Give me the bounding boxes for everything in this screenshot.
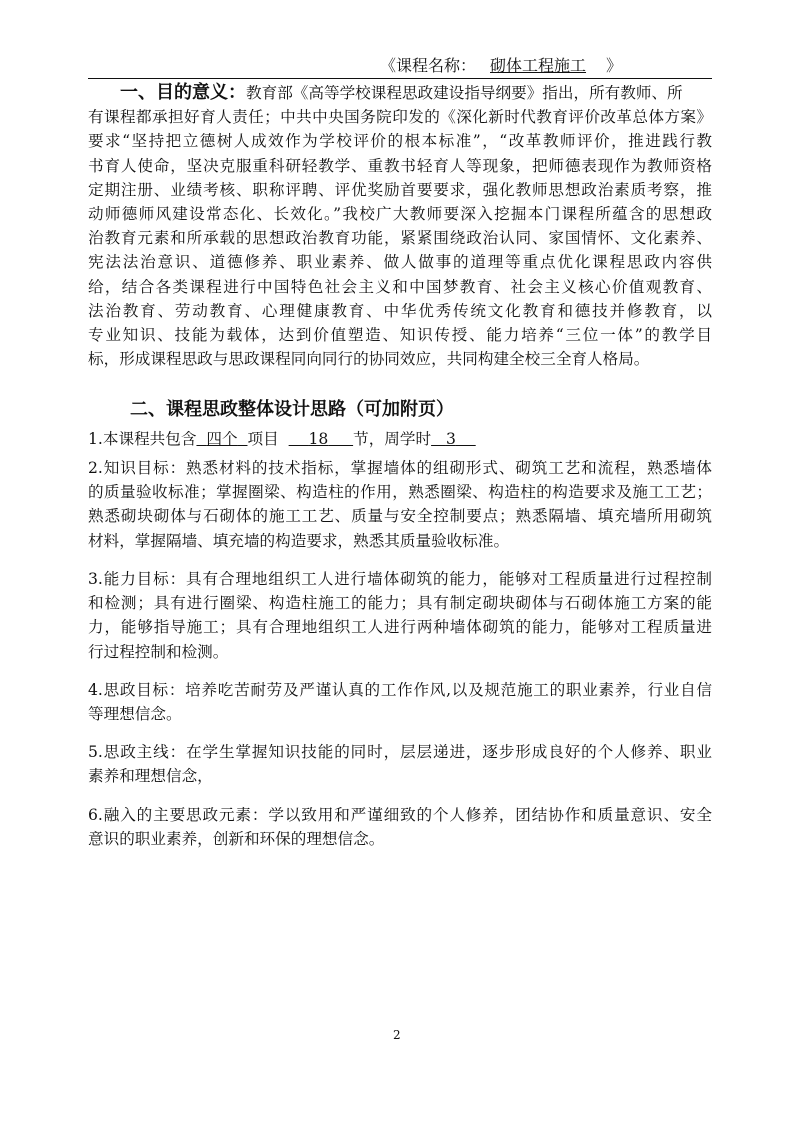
item1-weekly-label: 节，周学时: [353, 430, 432, 448]
paragraph-line: 给，结合各类课程进行中国特色社会主义和中国梦教育、社会主义核心价值观教育、: [88, 277, 712, 296]
paragraph-line: 书育人使命，坚决克服重科研轻教学、重教书轻育人等现象，把师德表现作为教师资格: [88, 156, 712, 175]
section-design-heading: 二、课程思政整体设计思路（可加附页）: [130, 399, 454, 420]
paragraph-line: 治教育元素和所承载的思想政治教育功能，紧紧围绕政治认同、家国情怀、文化素养、: [88, 229, 712, 248]
item1-project-label: 项目: [247, 430, 279, 448]
paragraph-line: 和检测；具有进行圈梁、构造柱施工的能力；具有制定砌块砌体与石砌体施工方案的能: [88, 594, 712, 613]
paragraph-line: 力，能够指导施工；具有合理地组织工人进行两种墙体砌筑的能力，能够对工程质量进: [88, 618, 712, 637]
section-purpose-heading: 一、目的意义：: [120, 82, 246, 103]
paragraph-line: 行过程控制和检测。: [88, 642, 229, 661]
paragraph-line: 的质量验收标准；掌握圈梁、构造柱的作用，熟悉圈梁、构造柱的构造要求及施工工艺；: [88, 483, 712, 502]
paragraph-line: 6.融入的主要思政元素：学以致用和严谨细致的个人修养，团结协作和质量意识、安全: [88, 806, 712, 824]
header-rule: [88, 78, 712, 79]
paragraph-line: 法治教育、劳动教育、心理健康教育、中华优秀传统文化教育和德技并修教育，以: [88, 301, 712, 320]
paragraph-line: 熟悉砌块砌体与石砌体的施工工艺、质量与安全控制要点；熟悉隔墙、填充墙所用砌筑: [88, 507, 712, 526]
design-item: [88, 456, 712, 553]
paragraph-line: 材料，掌握隔墙、填充墙的构造要求，熟悉其质量验收标准。: [88, 531, 510, 550]
course-name-header: [380, 53, 622, 76]
paragraph-line: 2.知识目标：熟悉材料的技术指标，掌握墙体的组砌形式、砌筑工艺和流程，熟悉墙体: [88, 459, 712, 477]
paragraph-line: 素养和理想信念，: [88, 767, 213, 786]
paragraph-line: 要求“坚持把立德树人成效作为学校评价的根本标准”，“改革教师评价，推进践行教: [88, 132, 712, 151]
paragraph-line: 等理想信念。: [88, 705, 182, 724]
design-item: [88, 567, 712, 664]
section-purpose: [88, 81, 712, 371]
paragraph-line: 标，形成课程思政与思政课程同向同行的协同效应，共同构建全校三全育人格局。: [88, 350, 650, 369]
paragraph-line: 4.思政目标：培养吃苦耐劳及严谨认真的工作作风,以及规范施工的职业素养，行业自信: [88, 681, 712, 699]
paragraph-line: 宪法法治意识、道德修养、职业素养、做人做事的道理等重点优化课程思政内容供: [88, 253, 712, 272]
paragraph-line: 动师德师风建设常态化、长效化。”我校广大教师要深入挖掘本门课程所蕴含的思想政: [88, 204, 712, 223]
paragraph-line: 有课程都承担好育人责任；中共中央国务院印发的《深化新时代教育评价改革总体方案》: [88, 108, 712, 127]
course-name: 砌体工程施工: [490, 56, 587, 75]
line-text: 教育部《高等学校课程思政建设指导纲要》指出，所有教师、所: [246, 84, 683, 102]
paragraph-line: 专业知识、技能为载体，达到价值塑造、知识传授、能力培养“三位一体”的教学目: [88, 325, 712, 344]
page-number: 2: [393, 1028, 401, 1042]
paragraph-line: 意识的职业素养，创新和环保的理想信念。: [88, 830, 385, 849]
paragraph-line: 定期注册、业绩考核、职称评聘、评优奖励首要要求，强化教师思想政治素质考察，推: [88, 180, 712, 199]
course-label: 《课程名称：: [380, 56, 477, 75]
item-course-structure: [88, 427, 712, 451]
design-item: [88, 678, 712, 726]
paragraph-line: [88, 81, 712, 105]
weekly-hours: 3: [445, 430, 456, 448]
projects-count: 四个: [206, 430, 238, 448]
lessons-count: 18: [308, 430, 329, 448]
paragraph-line: 3.能力目标：具有合理地组织工人进行墙体砌筑的能力，能够对工程质量进行过程控制: [88, 570, 712, 588]
paragraph-line: 5.思政主线：在学生掌握知识技能的同时，层层递进，逐步形成良好的个人修养、职业: [88, 743, 712, 761]
design-item: [88, 740, 712, 788]
header-close: 》: [606, 56, 623, 75]
item1-prefix: 1.本课程共包含: [88, 430, 197, 448]
design-item: [88, 803, 712, 851]
